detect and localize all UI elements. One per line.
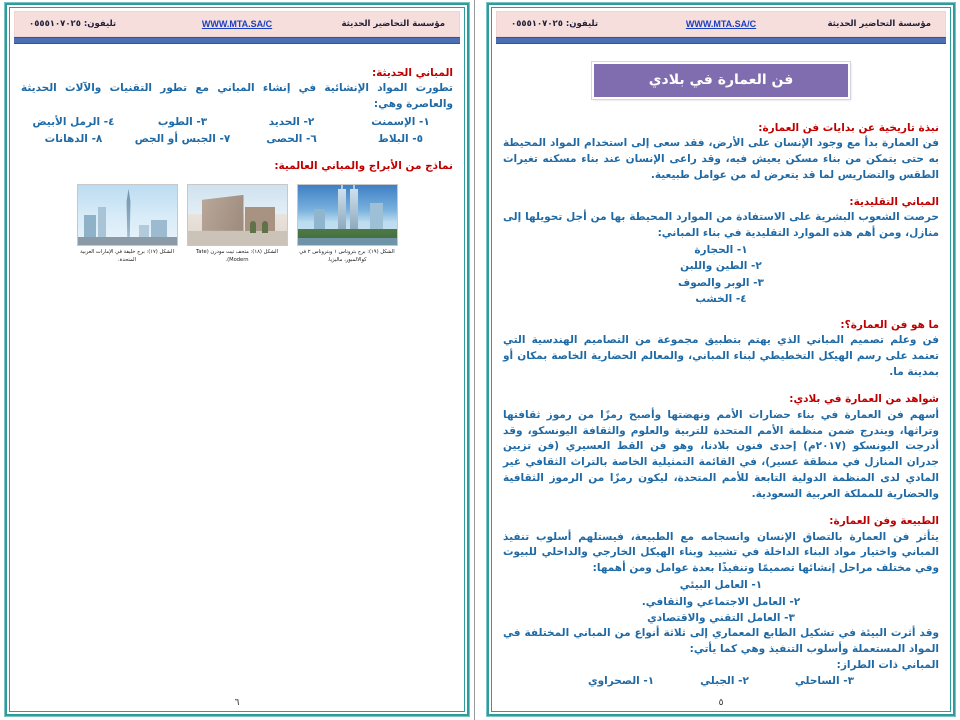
page-gutter bbox=[474, 0, 482, 720]
material-item: ٤- الرمل الأبيض bbox=[32, 116, 115, 129]
influencing-factors-list bbox=[503, 577, 939, 626]
section-traditional-buildings bbox=[503, 195, 939, 307]
section-paragraph: يتأثر فن العمارة بالتصاق الإنسان وانسجامه مع الطبيعة، فيستلهم أسلوب تنفيذ المباني واختيار مواد البناء الداخلة في تشييد وبناء الهيكل الخارجي والداخلي للبيوت وفي مختلف مراحل إنشائها تصميمًا وتنفيذًا بعدة عوامل ومن أهمها: bbox=[503, 530, 939, 575]
page-right-body bbox=[14, 44, 460, 698]
material-item: ٦- الحصى bbox=[266, 133, 317, 146]
style-type: ٢- الجبلي bbox=[700, 675, 749, 688]
material-item: ٣- الطوب bbox=[157, 116, 208, 129]
section-paragraph: أسهم فن العمارة في بناء حضارات الأمم ونهضتها وأصبح رمزًا من رموز ثقافتها وتراثها، ويندرج ضمن منظمة الأمم المتحدة للتربية والعلوم والثقافة اليونسكو، وقد أدرجت اليونسكو (٢٠١٧م) إحدى فنون بلادنا، وهو فن القط العسيري (فن تزيين جدران المنازل في منطقة عسير)، في القائمة التمثيلية الخاصة بالتراث الثقافي غير المادي لدى المنظمة الدولية التابعة للأمم المتحدة، ليكون رمزًا من الرموز الثقافية والحضارية للمملكة العربية السعودية. bbox=[503, 408, 939, 501]
section-nature-architecture bbox=[503, 514, 939, 626]
modern-materials-grid bbox=[21, 114, 453, 148]
material-item: ٢- الحديد bbox=[268, 116, 315, 129]
section-heading: المباني الحديثة: bbox=[371, 67, 453, 79]
header-phone: تليفون: ٠٥٥٥١٠٧٠٢٥ bbox=[511, 19, 599, 29]
traditional-materials-list bbox=[503, 242, 939, 307]
section-modern-buildings bbox=[21, 66, 453, 148]
page-header bbox=[14, 11, 460, 44]
header-blue-bar bbox=[496, 37, 946, 44]
section-heading: الطبيعة وفن العمارة: bbox=[829, 515, 939, 528]
figure-caption: الشكل (١٨): متحف تيت مودرن (Tate Modern). bbox=[195, 248, 279, 263]
list-item: ١- العامل البيئي bbox=[679, 579, 763, 592]
material-item: ٧- الجبس أو الجص bbox=[134, 133, 231, 146]
material-item: ٥- البلاط bbox=[377, 133, 424, 146]
section-history bbox=[503, 121, 939, 184]
page-left-body bbox=[496, 44, 946, 698]
header-phone: تليفون: ٠٥٥٥١٠٧٠٢٥ bbox=[29, 19, 117, 29]
list-item: ٣- الوبر والصوف bbox=[678, 276, 764, 289]
section-global-towers bbox=[21, 159, 453, 265]
section-paragraph: تطورت المواد الإنشائية في إنشاء المباني مع تطور التقنيات والآلات الحديثة والعاصرة وهي: bbox=[21, 82, 453, 111]
section-local-evidence bbox=[503, 392, 939, 503]
figure-tate-modern bbox=[187, 184, 288, 265]
section-paragraph: حرصت الشعوب البشرية على الاستفادة من الموارد المحيطة بها من أجل تحويلها إلى منازل، ومن أهم هذه الموارد التقليدية في بناء المباني: bbox=[503, 211, 939, 240]
style-type: ٣- الساحلي bbox=[794, 675, 855, 688]
figure-caption: الشكل (١٧): برج خليفة في الإمارات العربية المتحدة. bbox=[80, 248, 174, 263]
section-heading: شواهد من العمارة في بلادي: bbox=[789, 393, 939, 406]
list-item: ٤- الخشب bbox=[695, 293, 747, 305]
style-type: ١- الصحراوي bbox=[588, 675, 655, 688]
header-organization: مؤسسة التحاضير الحديثة bbox=[827, 19, 931, 29]
closing-paragraph: وقد أثرت البيئة في تشكيل الطابع المعماري إلى ثلاثة أنواع من المباني المختلفة في المواد المستعملة وأسلوب التنفيذ وهي كما يأتي: bbox=[503, 627, 939, 656]
building-style-types bbox=[503, 675, 939, 687]
list-item: ٢- العامل الاجتماعي والثقافي. bbox=[641, 595, 801, 608]
header-website-link[interactable]: WWW.MTA.SA/C bbox=[201, 19, 273, 29]
list-item: ٢- الطين واللبن bbox=[680, 260, 762, 273]
section-heading: نماذج من الأبراج والمباني العالمية: bbox=[274, 159, 453, 172]
section-heading: ما هو فن العمارة؟: bbox=[840, 319, 939, 332]
section-heading: نبذة تاريخية عن بدايات فن العمارة: bbox=[758, 122, 939, 134]
document-page-right bbox=[0, 0, 474, 720]
lesson-title-box bbox=[592, 62, 850, 99]
header-organization: مؤسسة التحاضير الحديثة bbox=[341, 19, 445, 29]
material-item: ٨- الدهانات bbox=[44, 133, 103, 146]
figure-gallery bbox=[21, 184, 453, 265]
section-paragraph: فن وعلم تصميم المباني الذي يهتم بتطبيق مجموعة من التصاميم الهندسية التي تعتمد على رسم الهيكل التخطيطي لبناء المباني، والمعالم الحضارية الخاصة بمكان أو بمدينة ما. bbox=[503, 334, 939, 379]
figure-burj-khalifa bbox=[77, 184, 178, 265]
figure-petronas-towers bbox=[297, 184, 398, 265]
page-header bbox=[496, 11, 946, 44]
list-item: ٣- العامل التقني والاقتصادي bbox=[647, 611, 795, 624]
header-blue-bar bbox=[14, 37, 460, 44]
section-what-is-architecture bbox=[503, 318, 939, 381]
figure-caption: الشكل (١٩): برج بتروناس ١ وبتروناس ٢ في كوالالمبور، ماليزيا. bbox=[299, 248, 395, 263]
section-building-styles bbox=[503, 626, 939, 687]
material-item: ١- الإسمنت bbox=[371, 116, 430, 129]
list-item: ١- الحجارة bbox=[694, 244, 748, 257]
header-website-link[interactable]: WWW.MTA.SA/C bbox=[685, 19, 757, 29]
petronas-towers-photo bbox=[297, 184, 398, 246]
section-paragraph: فن العمارة بدأ مع وجود الإنسان على الأرض، فقد سعى إلى استخدام المواد المحيطة به حتى يتمكن من بناء مسكن يعيش فيه، وقد راعى الإنسان عند بناء مسكنه تغيرات الطقس والتضاريس لما قد يتعرض له من عوامل طبيعية. bbox=[503, 137, 939, 182]
document-page-left bbox=[482, 0, 960, 720]
page-number-left: ٥ bbox=[718, 698, 724, 708]
page-number-right: ٦ bbox=[234, 698, 240, 708]
tate-modern-photo bbox=[187, 184, 288, 246]
styles-sub-label: المباني ذات الطراز: bbox=[836, 659, 939, 672]
section-heading: المباني التقليدية: bbox=[849, 196, 939, 209]
lesson-title: فن العمارة في بلادي bbox=[648, 72, 794, 88]
burj-khalifa-photo bbox=[77, 184, 178, 246]
